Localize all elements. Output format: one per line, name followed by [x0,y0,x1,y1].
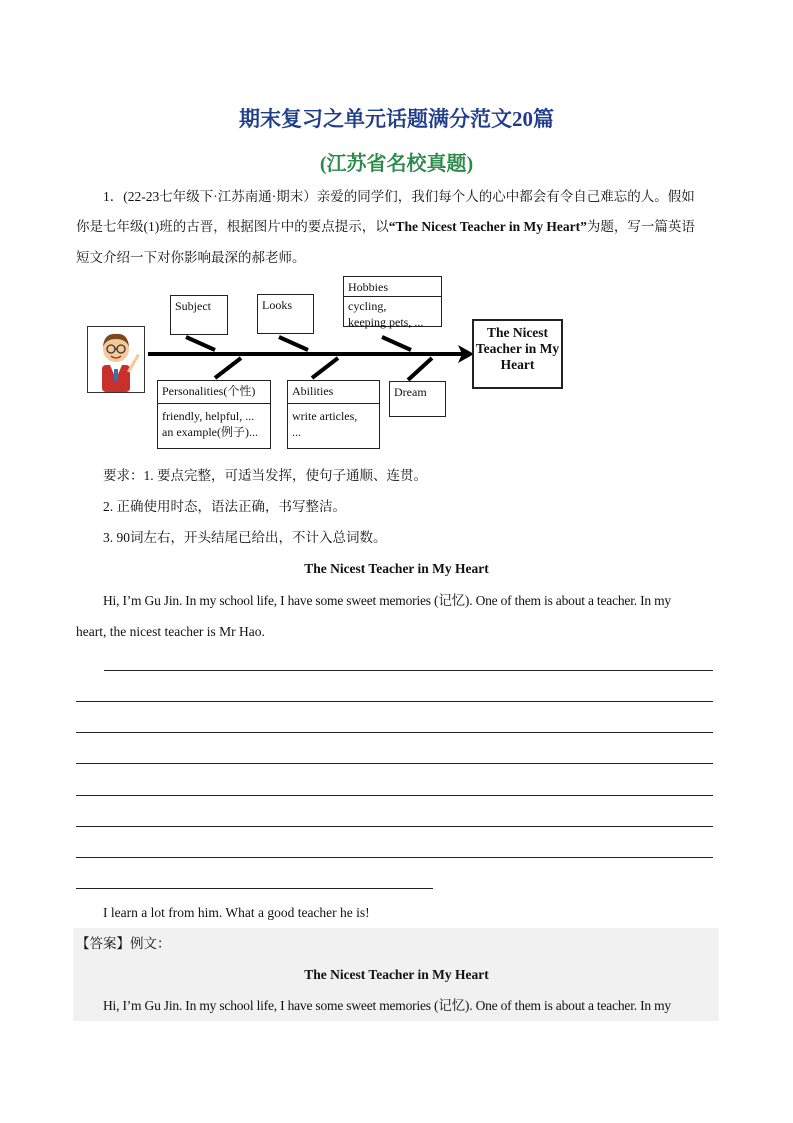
writing-line[interactable] [76,857,713,858]
writing-line[interactable] [76,701,713,702]
abilities-line1: write articles, [292,409,358,423]
question-intro-post: 为题，写一篇英语 [586,219,695,234]
diagram-box-looks [257,294,314,334]
looks-label: Looks [262,298,292,312]
diagram-box-personalities [157,380,271,449]
dream-label: Dream [394,385,427,399]
writing-line[interactable] [76,763,713,764]
question-intro-pre: 你是七年级(1)班的古晋，根据图片中的要点提示，以 [76,219,389,234]
requirement-1: 要求：1. 要点完整，可适当发挥，使句子通顺、连贯。 [103,468,427,483]
abilities-title: Abilities [288,381,379,404]
diagram-box-subject [170,295,228,335]
page-subtitle: (江苏省名校真题) [319,153,474,175]
personalities-line1: friendly, helpful, ... [162,409,255,423]
center-label: The Nicest Teacher in My Heart [475,325,560,372]
essay-opening-line1: Hi, I’m Gu Jin. In my school life, I have some sweet memories (记忆). One of them is about a teacher. In my [103,593,671,608]
hobbies-line2: keeping pets, ... [348,315,424,329]
page-title: 期末复习之单元话题满分范文20篇 [239,107,554,131]
teacher-avatar [87,326,145,393]
hobbies-line1: cycling, [348,299,387,313]
answer-line1: Hi, I’m Gu Jin. In my school life, I have some sweet memories (记忆). One of them is about a teacher. In my [103,998,671,1013]
writing-line[interactable] [76,826,713,827]
diagram-box-hobbies [343,276,442,327]
writing-line[interactable] [104,670,713,671]
writing-line[interactable] [76,795,713,796]
subject-label: Subject [175,299,211,313]
answer-title: The Nicest Teacher in My Heart [304,967,489,982]
essay-opening-line2: heart, the nicest teacher is Mr Hao. [76,624,265,639]
writing-line[interactable] [76,888,433,889]
abilities-line2: ... [292,425,301,439]
diagram-box-abilities [287,380,380,449]
question-intro-line3: 短文介绍一下对你影响最深的郝老师。 [76,250,306,265]
essay-closing: I learn a lot from him. What a good teacher he is! [103,905,370,920]
personalities-title: Personalities(个性) [158,381,270,404]
personalities-line2: an example(例子)... [162,425,258,439]
writing-line[interactable] [76,732,713,733]
essay-title: The Nicest Teacher in My Heart [304,561,489,576]
teacher-icon [88,327,144,392]
question-intro-line1: 1．(22-23七年级下·江苏南通·期末）亲爱的同学们，我们每个人的心中都会有令自己难忘的人。假如 [103,189,695,204]
diagram-box-dream [389,381,446,417]
diagram-center-box [472,319,563,389]
requirement-2: 2. 正确使用时态，语法正确，书写整洁。 [103,499,346,514]
hobbies-title: Hobbies [344,277,441,297]
requirement-3: 3. 90词左右，开头结尾已给出，不计入总词数。 [103,530,387,545]
answer-label: 【答案】例文： [76,936,171,951]
question-intro-title: “The Nicest Teacher in My Heart” [388,219,587,234]
